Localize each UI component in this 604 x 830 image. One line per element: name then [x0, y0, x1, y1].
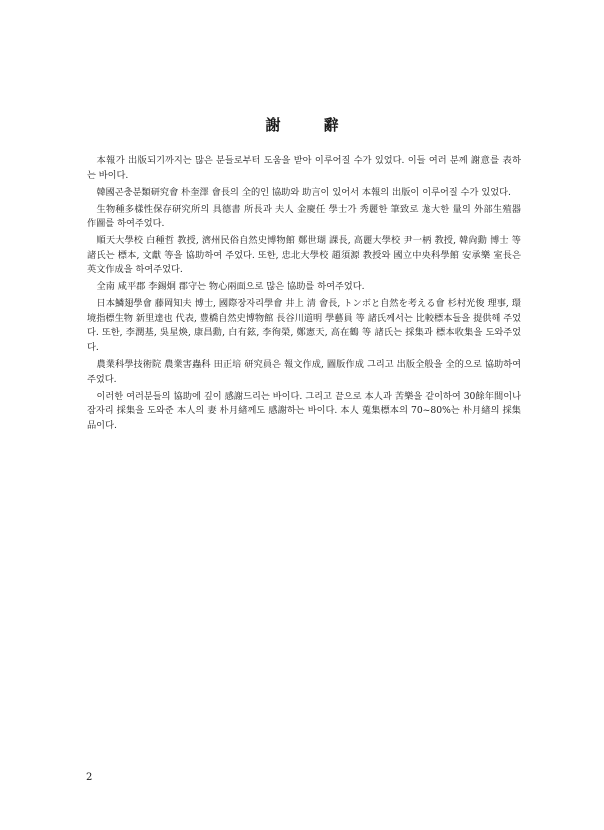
page-number: 2	[86, 772, 93, 783]
page-title: 謝 辭	[265, 116, 353, 134]
paragraph: 全南 咸平郡 李錫炯 郡守는 物心兩面으로 많은 協助를 하여주었다.	[96, 281, 365, 293]
paragraph: 生物種多樣性保存研究所의 具德書 所長과 夫人 金慶任 學士가 秀麗한 筆致로 尨大한 量의 外部生殖器 作圖를 하여주었다.	[87, 203, 521, 230]
paragraph: 農業科學技術院 農業害蟲科 田正培 研究員은 報文作成, 圖版作成 그리고 出版全般을 全的으로 協助하여 주었다.	[87, 359, 521, 385]
acknowledgements-body	[87, 154, 521, 436]
paragraph: 日本鱗翅學會 藤岡知夫 博士, 國際장자리學會 井上 清 會長, トンボと自然を考える會 杉村光俊 理事, 環境指標生物 新里達也 代表, 豊橋自然史博物館 長谷川道明 學藝員 等 諸氏께서는 比較標本들을 提供해 주었다. 또한, 李潤基, 吳星煥, 康昌勳, 白有鉉, 李徇榮, 鄭憲天, 高在鶴 等 諸氏는 採集과 標本收集을 도와주었다.	[87, 298, 521, 354]
paragraph: 本報가 出版되기까지는 많은 분들로부터 도움을 받아 이루어질 수가 있었다. 이들 여러 분께 謝意를 表하는 바이다.	[87, 155, 521, 181]
paragraph: 韓國곤충분類研究會 朴奎澤 會長의 全的인 協助와 助言이 있어서 本報의 出版이 이루어질 수가 있었다.	[96, 186, 511, 198]
paragraph: 順天大學校 白種哲 教授, 濟州民俗自然史博物館 鄭世瑚 課長, 高麗大學校 尹一柄 教授, 韓尙勳 博士 等 諸氏는 標本, 文獻 等을 協助하여 주었다. 또한, 忠北大學校 趙須源 教授와 國立中央科學館 安承樂 室長은 英文作成을 하여주었다.	[87, 235, 521, 276]
paragraph: 이러한 여러분들의 協助에 깊이 感謝드리는 바이다. 그리고 끝으로 本人과 苦樂을 같이하여 30餘年間이나 잠자리 採集을 도와준 本人의 妻 朴月緖께도 感謝하는 바이다. 本人 蒐集標本의 70~80%는 朴月緖의 採集品이다.	[87, 390, 521, 431]
